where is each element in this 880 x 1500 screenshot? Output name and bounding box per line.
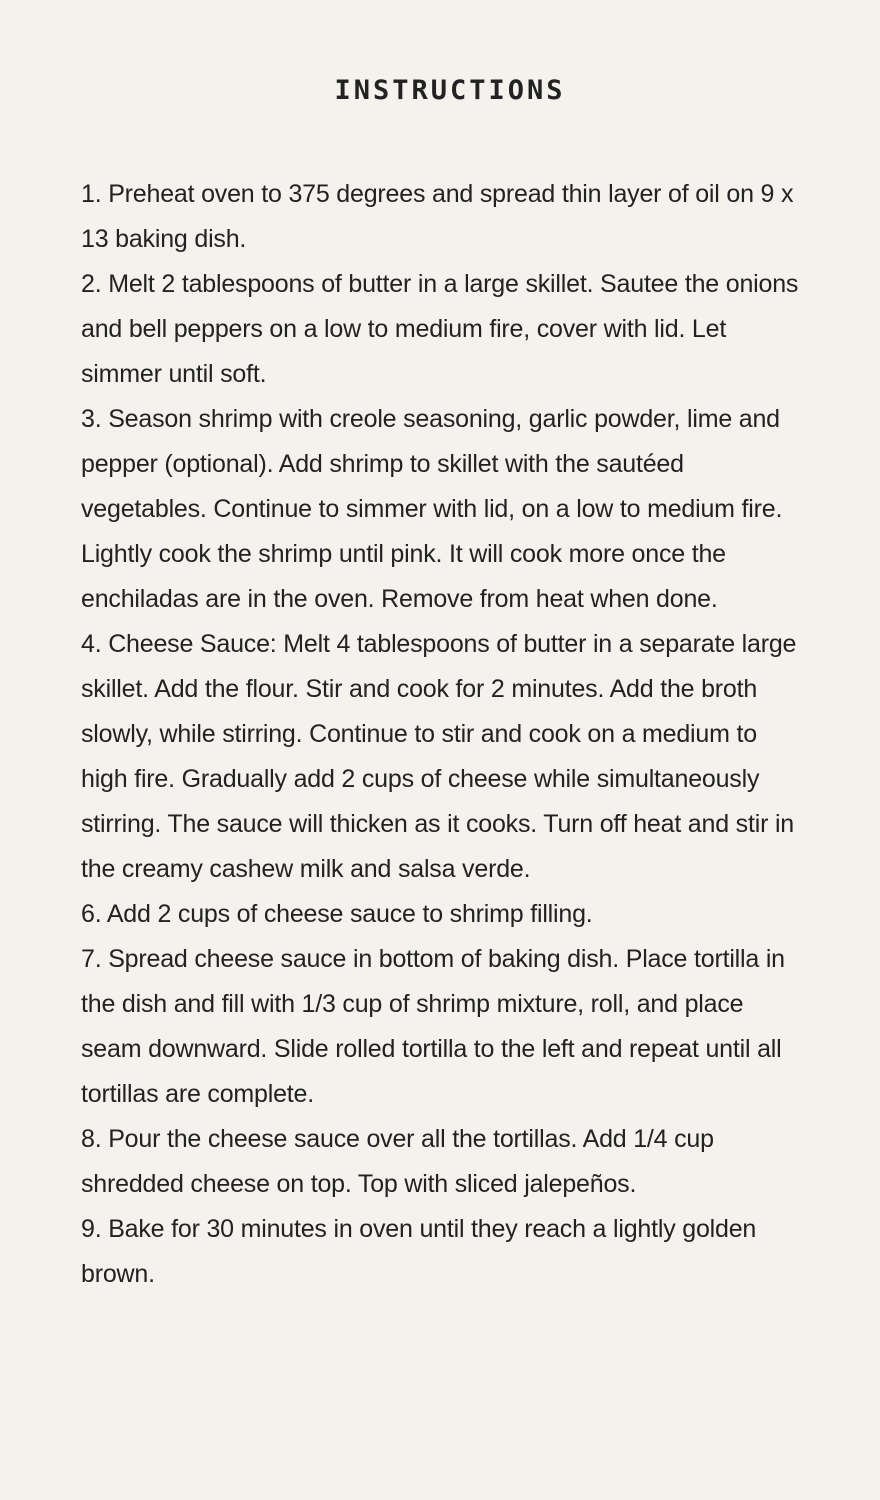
instruction-step-3: 3. Season shrimp with creole seasoning, garlic powder, lime and pepper (optional). Add shrimp to skillet with the sautéed vegetables. Continue to simmer with lid, on a low to medium fire. Lightly cook the shrimp until pink. It will cook more once the enchiladas are in the oven. Remove from heat when done. [81,405,783,613]
instruction-step-2: 2. Melt 2 tablespoons of butter in a large skillet. Sautee the onions and bell peppers on a low to medium fire, cover with lid. Let simmer until soft. [81,270,799,388]
instruction-step-4: 4. Cheese Sauce: Melt 4 tablespoons of butter in a separate large skillet. Add the flour. Stir and cook for 2 minutes. Add the broth slowly, while stirring. Continue to stir and cook on a medium to high fire. Gradually add 2 cups of cheese while simultaneously stirring. The sauce will thicken as it cooks. Turn off heat and stir in the creamy cashew milk and salsa verde. [81,630,797,883]
instruction-step-9: 9. Bake for 30 minutes in oven until they reach a lightly golden brown. [81,1215,757,1288]
instructions-heading: INSTRUCTIONS [334,75,566,106]
instructions-list [81,172,806,1297]
instruction-step-1: 1. Preheat oven to 375 degrees and spread thin layer of oil on 9 x 13 baking dish. [81,180,794,253]
instruction-step-7: 7. Spread cheese sauce in bottom of baking dish. Place tortilla in the dish and fill with 1/3 cup of shrimp mixture, roll, and place seam downward. Slide rolled tortilla to the left and repeat until all tortillas are complete. [81,945,785,1108]
instruction-step-6: 6. Add 2 cups of cheese sauce to shrimp filling. [81,900,593,928]
instruction-step-8: 8. Pour the cheese sauce over all the tortillas. Add 1/4 cup shredded cheese on top. Top with sliced jalepeños. [81,1125,714,1198]
